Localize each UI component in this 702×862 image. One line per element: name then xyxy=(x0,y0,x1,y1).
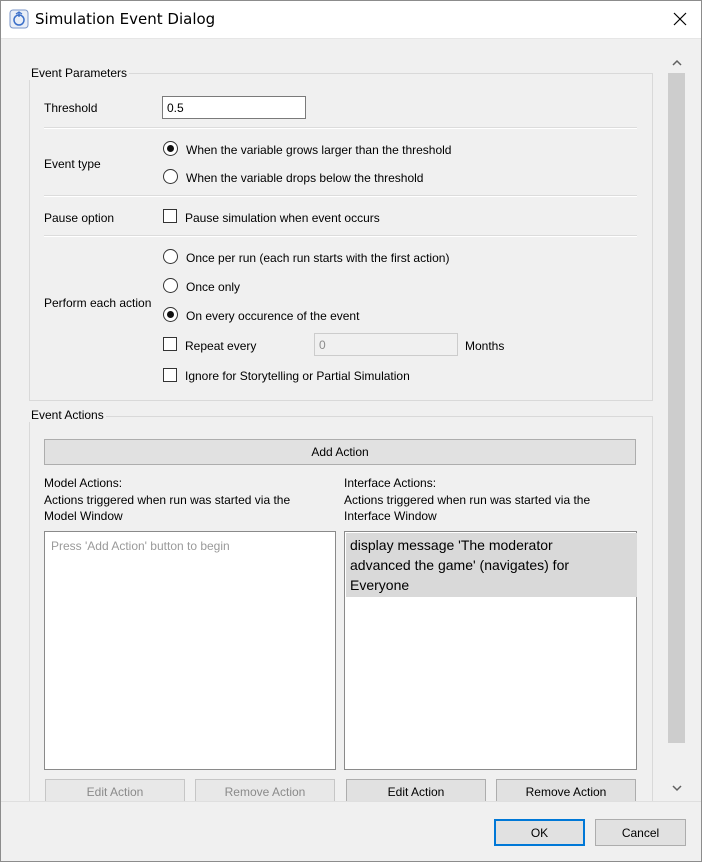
list-item[interactable] xyxy=(346,533,637,597)
close-button[interactable] xyxy=(664,3,696,35)
dialog-content xyxy=(1,39,701,801)
event-type-label: Event type xyxy=(44,157,101,171)
add-action-button[interactable]: Add Action xyxy=(44,439,636,465)
radio-drops-below-label[interactable]: When the variable drops below the threshold xyxy=(186,171,424,185)
event-parameters-title: Event Parameters xyxy=(31,66,128,80)
interface-edit-action-button[interactable]: Edit Action xyxy=(346,779,486,801)
threshold-label: Threshold xyxy=(44,101,98,115)
separator xyxy=(44,127,637,129)
list-item-line: advanced the game' (navigates) for xyxy=(350,557,570,573)
window-title: Simulation Event Dialog xyxy=(35,10,216,28)
ok-button[interactable]: OK xyxy=(494,819,585,846)
scroll-down-button[interactable] xyxy=(668,780,685,796)
repeat-every-checkbox[interactable] xyxy=(163,337,177,351)
scrollbar-thumb[interactable] xyxy=(668,73,685,743)
cancel-button[interactable]: Cancel xyxy=(595,819,686,846)
ignore-storytelling-checkbox[interactable] xyxy=(163,368,177,382)
separator xyxy=(44,235,637,237)
radio-drops-below[interactable] xyxy=(163,169,178,184)
model-actions-description-2: Model Window xyxy=(44,509,123,523)
radio-once-only-label[interactable]: Once only xyxy=(186,280,241,294)
model-edit-action-button[interactable]: Edit Action xyxy=(45,779,185,801)
pause-option-label: Pause option xyxy=(44,211,115,225)
event-actions-title: Event Actions xyxy=(31,408,104,422)
app-icon xyxy=(9,9,29,29)
pause-simulation-checkbox[interactable] xyxy=(163,209,177,223)
scroll-up-button[interactable] xyxy=(668,54,685,70)
radio-grows-larger[interactable] xyxy=(163,141,178,156)
model-actions-placeholder: Press 'Add Action' button to begin xyxy=(51,539,230,553)
model-actions-list[interactable] xyxy=(44,531,336,770)
interface-actions-title: Interface Actions: xyxy=(344,476,437,490)
radio-once-per-run[interactable] xyxy=(163,249,178,264)
repeat-every-input xyxy=(314,333,458,356)
radio-once-only[interactable] xyxy=(163,278,178,293)
interface-remove-action-button[interactable]: Remove Action xyxy=(496,779,636,801)
interface-actions-list[interactable] xyxy=(344,531,637,770)
radio-once-per-run-label[interactable]: Once per run (each run starts with the first action) xyxy=(186,251,450,265)
chevron-down-icon xyxy=(672,785,682,792)
list-item-line: Everyone xyxy=(350,577,410,593)
separator xyxy=(44,195,637,197)
ignore-storytelling-label[interactable]: Ignore for Storytelling or Partial Simulation xyxy=(185,369,410,383)
model-remove-action-button[interactable]: Remove Action xyxy=(195,779,335,801)
repeat-every-label[interactable]: Repeat every xyxy=(185,339,257,353)
interface-actions-description-2: Interface Window xyxy=(344,509,437,523)
radio-every-occurrence[interactable] xyxy=(163,307,178,322)
radio-grows-larger-label[interactable]: When the variable grows larger than the threshold xyxy=(186,143,452,157)
radio-every-occurrence-label[interactable]: On every occurence of the event xyxy=(186,309,360,323)
perform-action-label: Perform each action xyxy=(44,296,152,310)
list-item-line: display message 'The moderator xyxy=(350,537,553,553)
chevron-up-icon xyxy=(672,59,682,66)
title-bar xyxy=(0,0,702,39)
model-actions-title: Model Actions: xyxy=(44,476,123,490)
pause-simulation-label[interactable]: Pause simulation when event occurs xyxy=(185,211,380,225)
model-actions-description: Actions triggered when run was started via the xyxy=(44,493,291,507)
close-icon xyxy=(673,12,687,26)
repeat-unit-label: Months xyxy=(465,339,505,353)
interface-actions-description: Actions triggered when run was started via the xyxy=(344,493,591,507)
threshold-input[interactable] xyxy=(162,96,306,119)
